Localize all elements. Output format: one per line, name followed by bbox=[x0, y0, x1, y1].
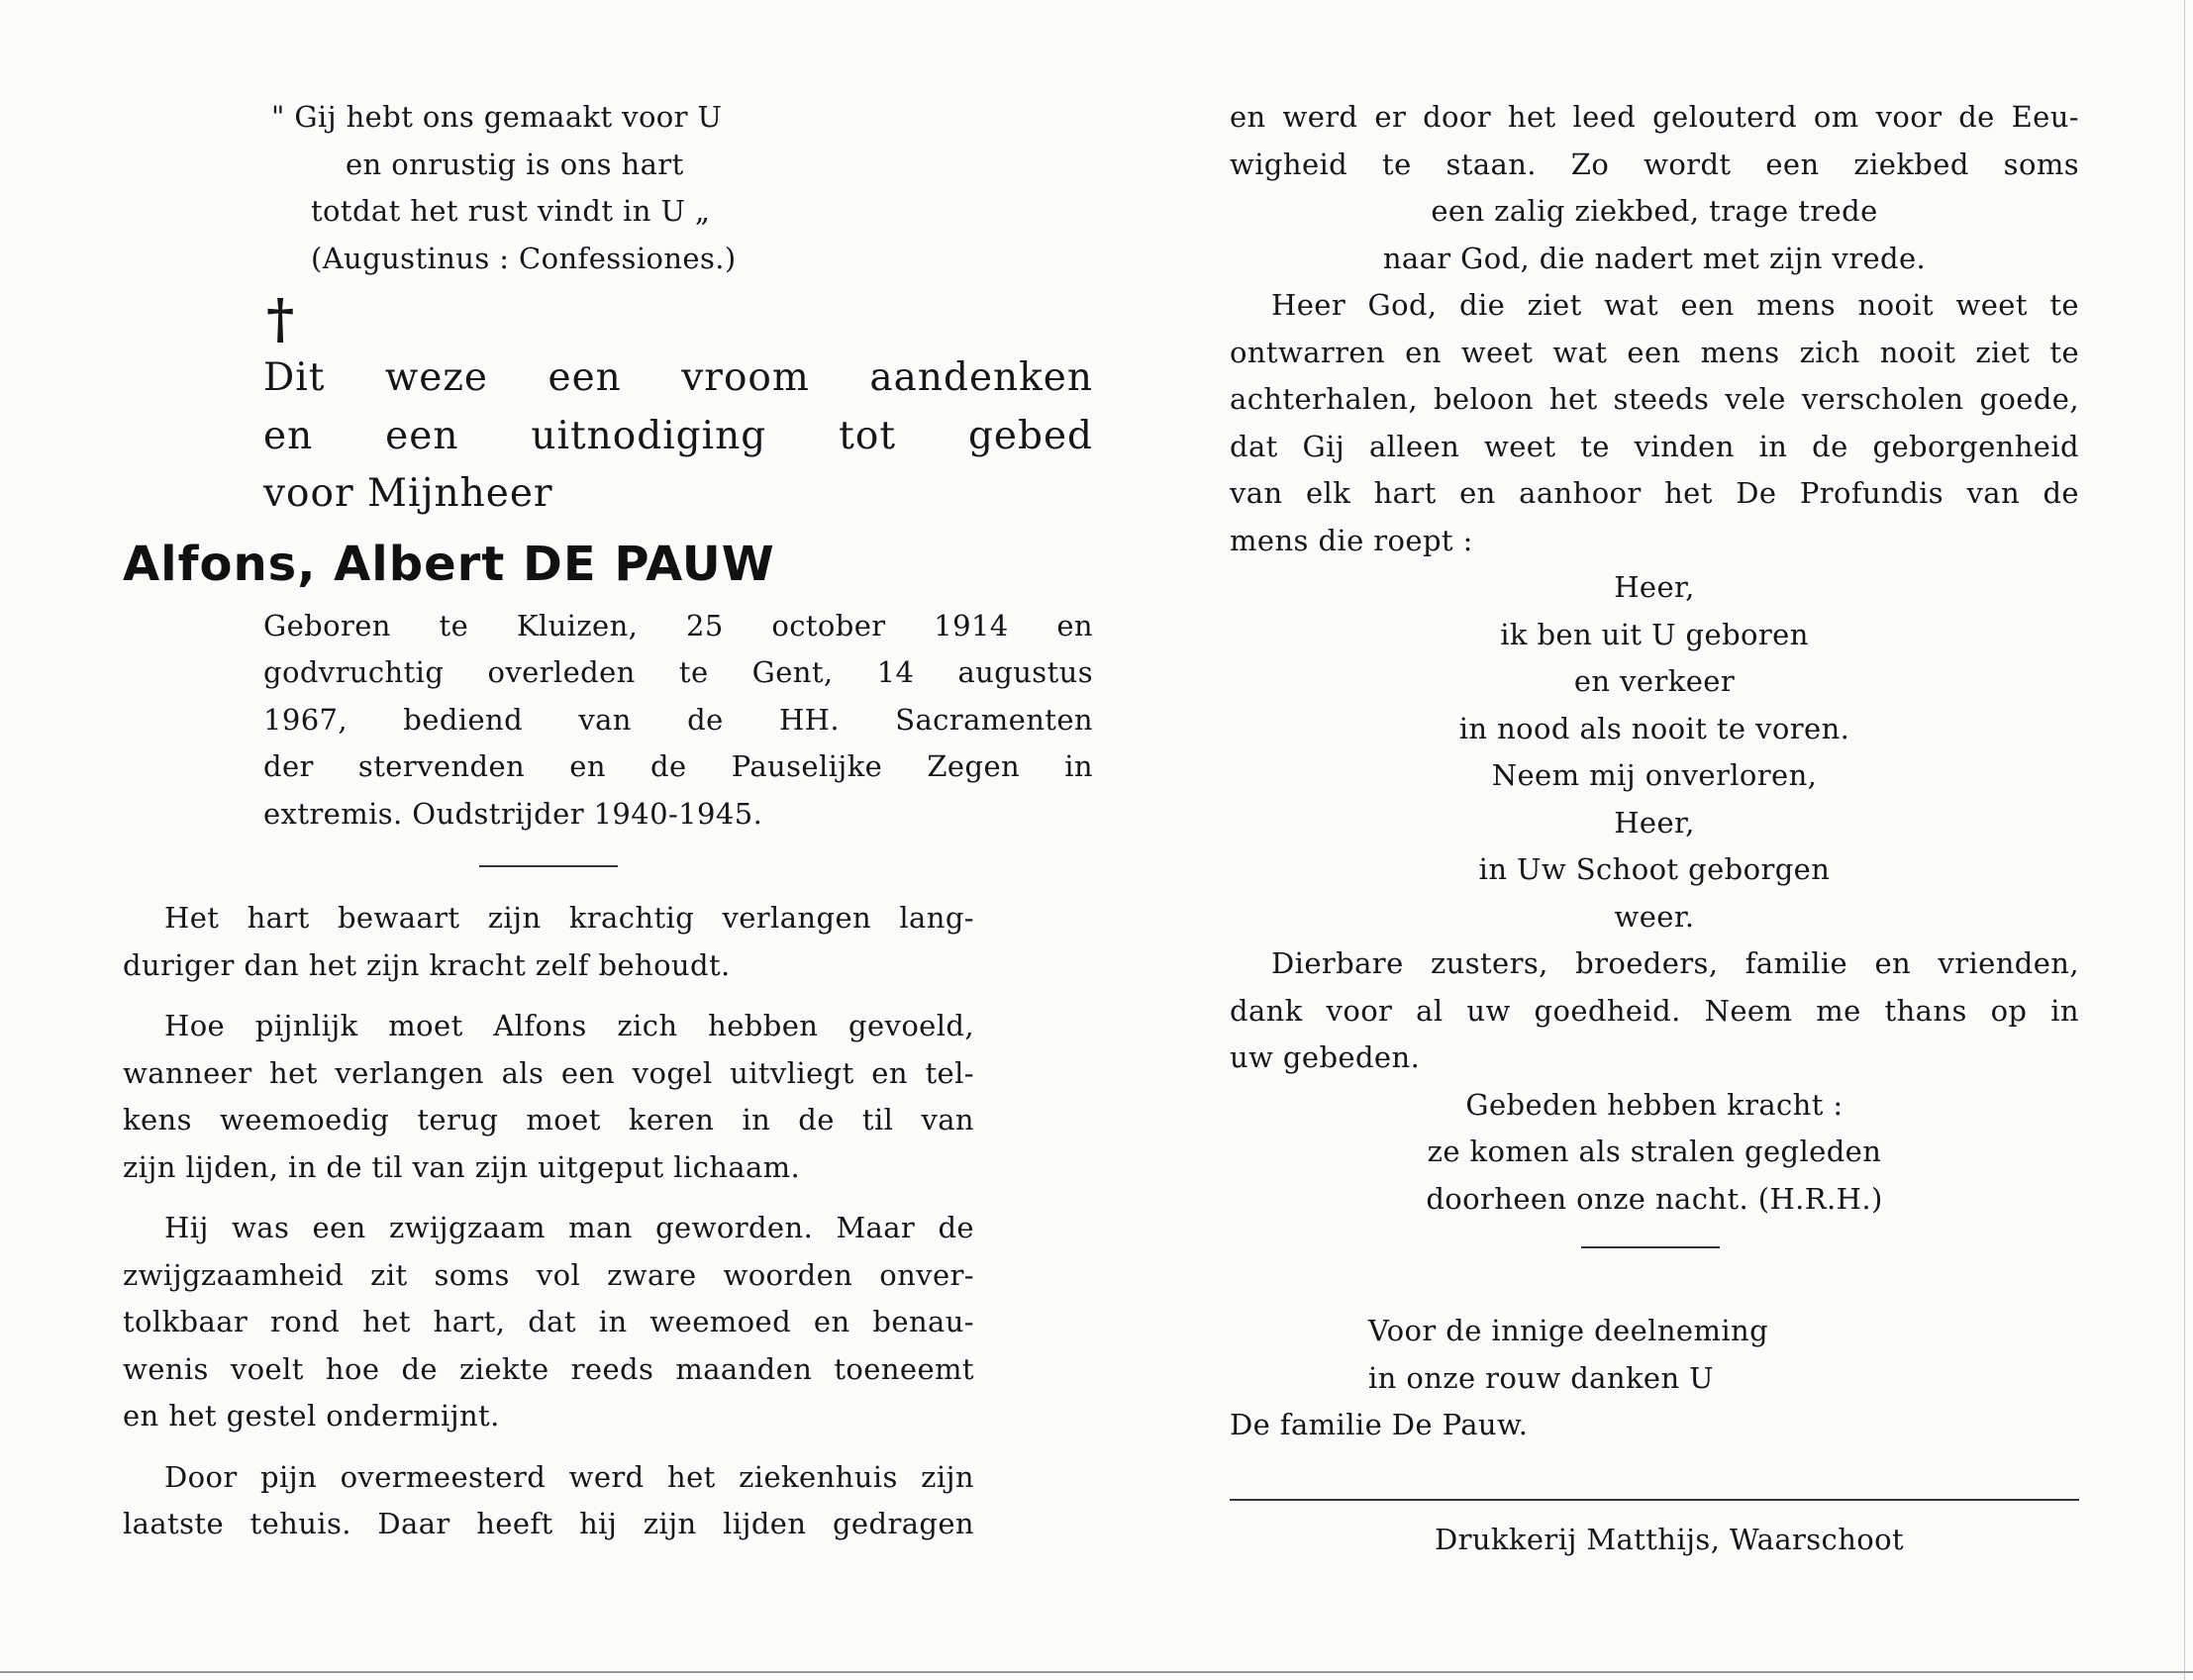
text-line: duriger dan het zijn kracht zelf behoudt. bbox=[123, 947, 731, 982]
divider bbox=[479, 865, 618, 867]
text-line: naar God, die nadert met zijn vrede. bbox=[1382, 241, 1927, 275]
right-column bbox=[1230, 94, 2079, 1563]
poem-line: Heer, bbox=[1614, 805, 1695, 840]
quote-line: totdat het rust vindt in U „ bbox=[311, 194, 711, 228]
poem-line: en verkeer bbox=[1573, 664, 1736, 698]
prayer-verse bbox=[1230, 1082, 2079, 1224]
paragraph bbox=[123, 1003, 974, 1191]
text-line: Door pijn overmeesterd werd het ziekenhuis zijn bbox=[164, 1459, 974, 1494]
bio-line: extremis. Oudstrijder 1940-1945. bbox=[263, 796, 763, 831]
quote-line: en onrustig is ons hart bbox=[346, 147, 684, 181]
divider bbox=[1581, 1246, 1720, 1248]
text-line: wenis voelt hoe de ziekte reeds maanden toeneemt bbox=[123, 1351, 974, 1386]
paragraph bbox=[123, 895, 974, 989]
text-line: laatste tehuis. Daar heeft hij zijn lijden gedragen bbox=[123, 1507, 974, 1540]
text-line: Hoe pijnlijk moet Alfons zich hebben gevoeld, bbox=[164, 1009, 974, 1042]
paragraph bbox=[1230, 94, 2079, 282]
text-line: een zalig ziekbed, trage trede bbox=[1431, 194, 1878, 228]
paragraph bbox=[1230, 282, 2079, 564]
text-line: mens die roept : bbox=[1230, 523, 1473, 557]
poem-line: weer. bbox=[1614, 899, 1695, 934]
paragraph bbox=[123, 1454, 974, 1548]
left-column bbox=[123, 94, 1093, 1548]
text-line: en werd er door het leed gelouterd om voor de Eeu- bbox=[1230, 100, 2079, 134]
text-line: uw gebeden. bbox=[1230, 1040, 1421, 1074]
text-line: zwijgzaamheid zit soms vol zware woorden onver- bbox=[123, 1257, 974, 1292]
text-line: kens weemoedig terug moet keren in de til van bbox=[123, 1103, 974, 1136]
poem-line: Neem mij onverloren, bbox=[1491, 758, 1818, 792]
text-line: van elk hart en aanhoor het De Profundis van de bbox=[1230, 476, 2079, 510]
biography bbox=[263, 603, 1093, 839]
augustinus-quote bbox=[123, 94, 766, 282]
text-line: wanneer het verlangen als een vogel uitvliegt en tel- bbox=[123, 1055, 974, 1090]
text-line: Het hart bewaart zijn krachtig verlangen lang- bbox=[164, 901, 974, 935]
card-edge bbox=[2184, 0, 2185, 1680]
quote-line: " Gij hebt ons gemaakt voor U bbox=[271, 100, 723, 134]
printer-credit: Drukkerij Matthijs, Waarschoot bbox=[1434, 1522, 1905, 1556]
deceased-name: Alfons, Albert DE PAUW bbox=[123, 536, 775, 592]
cross-icon: † bbox=[266, 287, 295, 350]
text-line: Heer God, die ziet wat een mens nooit weet te bbox=[1271, 288, 2079, 322]
paragraph bbox=[123, 1205, 974, 1440]
poem bbox=[1230, 564, 2079, 940]
text-line: en het gestel ondermijnt. bbox=[123, 1399, 500, 1433]
prayer-line: doorheen onze nacht. (H.R.H.) bbox=[1426, 1181, 1883, 1216]
text-line: tolkbaar rond het hart, dat in weemoed en benau- bbox=[123, 1305, 974, 1338]
text-line: zijn lijden, in de til van zijn uitgeput lichaam. bbox=[123, 1149, 801, 1184]
text-line: achterhalen, beloon het steeds vele verscholen goede, bbox=[1230, 382, 2079, 416]
quote-source: (Augustinus : Confessiones.) bbox=[311, 241, 737, 275]
divider bbox=[1230, 1499, 2079, 1501]
paragraph bbox=[1230, 940, 2079, 1082]
dedication-line: Dit weze een vroom aandenken bbox=[263, 355, 1093, 400]
text-line: dat Gij alleen weet te vinden in de geborgenheid bbox=[1230, 429, 2079, 463]
poem-line: in nood als nooit te voren. bbox=[1458, 711, 1850, 745]
text-line: ontwarren en weet wat een mens zich nooit ziet te bbox=[1230, 335, 2079, 369]
dedication-line: en een uitnodiging tot gebed bbox=[263, 413, 1093, 458]
dedication bbox=[263, 349, 1093, 524]
prayer-line: ze komen als stralen gegleden bbox=[1427, 1135, 1882, 1168]
card-edge bbox=[0, 1671, 2193, 1673]
poem-line: ik ben uit U geboren bbox=[1500, 617, 1809, 651]
dedication-line: voor Mijnheer bbox=[263, 471, 553, 516]
thanks-line: Voor de innige deelneming bbox=[1368, 1314, 1769, 1347]
poem-line: in Uw Schoot geborgen bbox=[1478, 852, 1831, 886]
bio-line: 1967, bediend van de HH. Sacramenten bbox=[263, 702, 1093, 737]
bio-line: Geboren te Kluizen, 25 october 1914 en bbox=[263, 608, 1093, 642]
text-line: Hij was een zwijgzaam man geworden. Maar de bbox=[164, 1211, 974, 1244]
poem-line: Heer, bbox=[1614, 570, 1695, 604]
bio-line: godvruchtig overleden te Gent, 14 augustus bbox=[263, 655, 1093, 689]
text-line: wigheid te staan. Zo wordt een ziekbed soms bbox=[1230, 147, 2079, 181]
thanks-line: in onze rouw danken U bbox=[1368, 1360, 1715, 1395]
text-line: dank voor al uw goedheid. Neem me thans op in bbox=[1230, 993, 2079, 1028]
family-signature: De familie De Pauw. bbox=[1230, 1408, 1529, 1441]
text-line: Dierbare zusters, broeders, familie en vrienden, bbox=[1271, 946, 2079, 980]
thanks-message bbox=[1230, 1308, 2079, 1402]
bio-line: der stervenden en de Pauselijke Zegen in bbox=[263, 749, 1093, 783]
prayer-line: Gebeden hebben kracht : bbox=[1465, 1087, 1844, 1122]
